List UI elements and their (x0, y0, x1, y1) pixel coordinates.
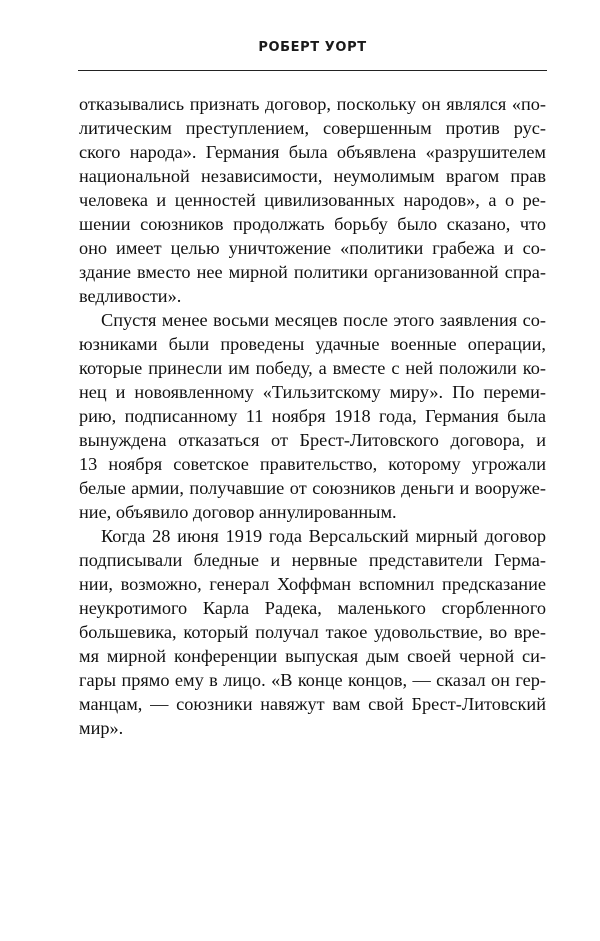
text-line: 13 ноября советское правительство, которому угрожали (79, 454, 546, 474)
text-line: литическим преступлением, совершенным против рус- (79, 118, 546, 138)
text-line: Когда 28 июня 1919 года Версальский мирный договор (101, 526, 546, 546)
text-line: мир». (79, 718, 124, 738)
running-header: РОБЕРТ УОРТ (258, 40, 367, 55)
text-line: человека и ценностей цивилизованных народов», а о ре- (79, 190, 546, 210)
text-line: манцам, — союзники навяжут вам свой Брест-Литовский (79, 694, 546, 714)
header-divider (78, 70, 547, 71)
text-line: большевика, который получал такое удовольствие, во вре- (79, 622, 546, 642)
text-line: нии, возможно, генерал Хоффман вспомнил предсказание (79, 574, 546, 594)
text-line: которые принесли им победу, а вместе с ней положили ко- (79, 358, 546, 378)
text-line: Спустя менее восьми месяцев после этого заявления со- (101, 310, 546, 330)
text-line: рию, подписанному 11 ноября 1918 года, Германия была (79, 406, 546, 426)
text-line: здание вместо нее мирной политики организованной спра- (79, 262, 546, 282)
paragraph-3 (79, 524, 546, 740)
text-line: отказывались признать договор, поскольку он являлся «по- (79, 94, 546, 114)
page-body (79, 92, 546, 740)
text-line: нец и новоявленному «Тильзитскому миру». По переми- (79, 382, 546, 402)
text-line: вынуждена отказаться от Брест-Литовского договора, и (79, 430, 546, 450)
text-line: мя мирной конференции выпуская дым своей черной си- (79, 646, 546, 666)
text-line: шении союзников продолжать борьбу было сказано, что (79, 214, 546, 234)
text-line: белые армии, получавшие от союзников деньги и вооруже- (79, 478, 546, 498)
paragraph-1 (79, 92, 546, 308)
text-line: оно имеет целью уничтожение «политики грабежа и со- (79, 238, 546, 258)
paragraph-2 (79, 308, 546, 524)
text-line: национальной независимости, неумолимым врагом прав (79, 166, 546, 186)
text-line: юзниками были проведены удачные военные операции, (79, 334, 546, 354)
text-line: ние, объявило договор аннулированным. (79, 502, 397, 522)
text-line: ского народа». Германия была объявлена «разрушителем (79, 142, 546, 162)
text-line: гары прямо ему в лицо. «В конце концов, — сказал он гер- (79, 670, 546, 690)
text-line: подписывали бледные и нервные представители Герма- (79, 550, 546, 570)
text-line: ведливости». (79, 286, 182, 306)
text-line: неукротимого Карла Радека, маленького сгорбленного (79, 598, 546, 618)
